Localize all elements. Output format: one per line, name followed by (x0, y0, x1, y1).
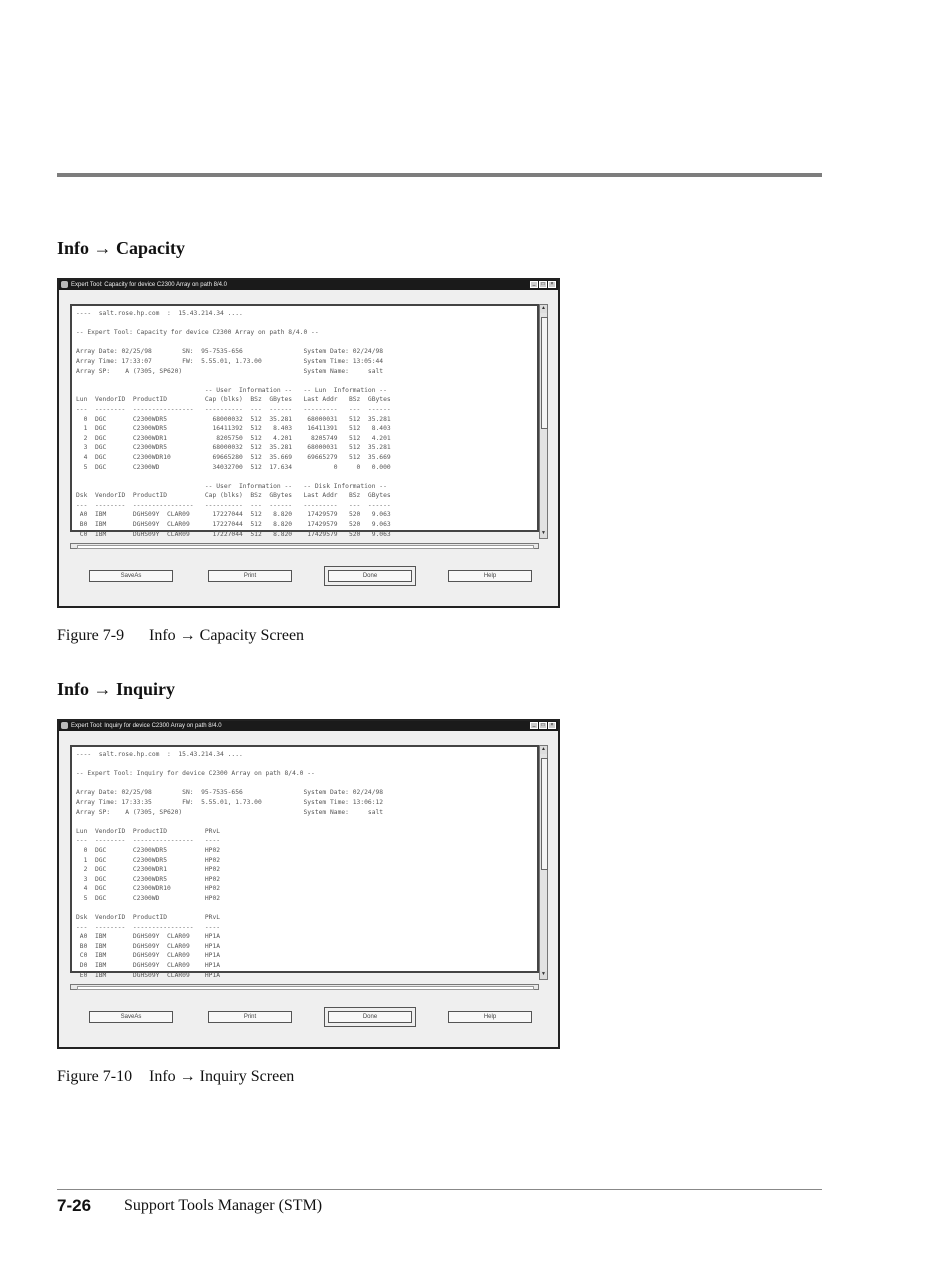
app-icon (61, 281, 68, 288)
horizontal-scrollbar[interactable] (70, 543, 539, 549)
figure-caption-capacity (57, 627, 304, 645)
close-icon[interactable]: × (548, 281, 556, 288)
print-button[interactable]: Print (208, 1011, 292, 1023)
terminal-text: ---- salt.rose.hp.com : 15.43.214.34 .... -- Expert Tool: Capacity for device C2300 Array on path 8/4.0 -- Array Date: 02/25/98 SN: 95-7535-656 System Date: 02/24/98 Array Time: 17:33:07 FW: 5.55.01, 1.73.00 System Time: 13:05:44 Array SP: A (7305, SP620) System Name: salt -- User Information -- -- Lun Information -- Lun VendorID ProductID Cap (blks) BSz GBytes Last Addr BSz GBytes --- -------- ---------------- ---------- --- ------ --------- --- ------ 0 DGC C2300WDR5 68000032 512 35.281 68000031 512 35.281 1 DGC C2300WDR5 16411392 512 8.403 16411391 512 8.403 2 DGC C2300WDR1 8205750 512 4.201 8205749 512 4.201 3 DGC C2300WDR5 68000032 512 35.281 68000031 512 35.281 4 DGC C2300WDR10 69665280 512 35.669 69665279 512 35.669 5 DGC C2300WD 34032700 512 17.634 0 0 0.000 -- User Information -- -- Disk Information -- Dsk VendorID ProductID Cap (blks) BSz GBytes Last Addr BSz GBytes --- -------- ---------------- ---------- --- ------ --------- --- ------ A0 IBM DGHS09Y CLAR09 17227044 512 8.820 17429579 520 9.063 B0 IBM DGHS09Y CLAR09 17227044 512 8.820 17429579 520 9.063 C0 IBM DGHS09Y CLAR09 17227044 512 8.820 17429579 520 9.063 (76, 310, 391, 538)
button-row (59, 570, 558, 584)
maximize-icon[interactable]: □ (539, 722, 547, 729)
window-titlebar (59, 721, 558, 731)
window-title: Expert Tool: Capacity for device C2300 Array on path 8/4.0 (71, 282, 227, 288)
figure-caption-inquiry (57, 1068, 294, 1086)
figure-title: Info → Inquiry Screen (149, 1068, 295, 1085)
print-button[interactable]: Print (208, 570, 292, 582)
done-button[interactable]: Done (328, 1011, 412, 1023)
hscroll-thumb[interactable] (77, 545, 534, 549)
app-icon (61, 722, 68, 729)
scroll-thumb[interactable] (541, 317, 548, 429)
header-rule (57, 173, 822, 177)
footer-rule (57, 1189, 822, 1190)
footer-title: Support Tools Manager (STM) (124, 1197, 323, 1214)
hscroll-thumb[interactable] (77, 986, 534, 990)
window-titlebar (59, 280, 558, 290)
figure-title: Info → Capacity Screen (149, 627, 305, 644)
saveas-button[interactable]: SaveAs (89, 570, 173, 582)
horizontal-scrollbar[interactable] (70, 984, 539, 990)
minimize-icon[interactable]: _ (530, 281, 538, 288)
section-heading-inquiry: Info → Inquiry (57, 679, 176, 699)
inquiry-screenshot (57, 719, 560, 1049)
terminal-output (70, 304, 539, 538)
button-row (59, 1011, 558, 1025)
done-button[interactable]: Done (328, 570, 412, 582)
minimize-icon[interactable]: _ (530, 722, 538, 729)
terminal-text: ---- salt.rose.hp.com : 15.43.214.34 .... -- Expert Tool: Inquiry for device C2300 Array on path 8/4.0 -- Array Date: 02/25/98 SN: 95-7535-656 System Date: 02/24/98 Array Time: 17:33:35 FW: 5.55.01, 1.73.00 System Time: 13:06:12 Array SP: A (7305, SP620) System Name: salt Lun VendorID ProductID PRvL --- -------- ---------------- ---- 0 DGC C2300WDR5 HP02 1 DGC C2300WDR5 HP02 2 DGC C2300WDR1 HP02 3 DGC C2300WDR5 HP02 4 DGC C2300WDR10 HP02 5 DGC C2300WD HP02 Dsk VendorID ProductID PRvL --- -------- ---------------- ---- A0 IBM DGHS09Y CLAR09 HP1A B0 IBM DGHS09Y CLAR09 HP1A C0 IBM DGHS09Y CLAR09 HP1A D0 IBM DGHS09Y CLAR09 HP1A E0 IBM DGHS09Y CLAR09 HP1A (76, 751, 384, 979)
terminal-output (70, 745, 539, 979)
vertical-scrollbar[interactable] (539, 304, 548, 539)
close-icon[interactable]: × (548, 722, 556, 729)
scroll-thumb[interactable] (541, 758, 548, 870)
page-number: 7-26 (57, 1196, 92, 1215)
maximize-icon[interactable]: □ (539, 281, 547, 288)
capacity-screenshot (57, 278, 560, 608)
help-button[interactable]: Help (448, 570, 532, 582)
scroll-up-icon[interactable]: ▲ (541, 306, 546, 311)
saveas-button[interactable]: SaveAs (89, 1011, 173, 1023)
scroll-down-icon[interactable]: ▼ (541, 972, 546, 977)
figure-number: Figure 7-10 (57, 1068, 133, 1085)
vertical-scrollbar[interactable] (539, 745, 548, 980)
window-title: Expert Tool: Inquiry for device C2300 Array on path 8/4.0 (71, 723, 222, 729)
help-button[interactable]: Help (448, 1011, 532, 1023)
section-heading-capacity: Info → Capacity (57, 238, 186, 258)
scroll-up-icon[interactable]: ▲ (541, 747, 546, 752)
scroll-down-icon[interactable]: ▼ (541, 531, 546, 536)
figure-number: Figure 7-9 (57, 627, 125, 644)
